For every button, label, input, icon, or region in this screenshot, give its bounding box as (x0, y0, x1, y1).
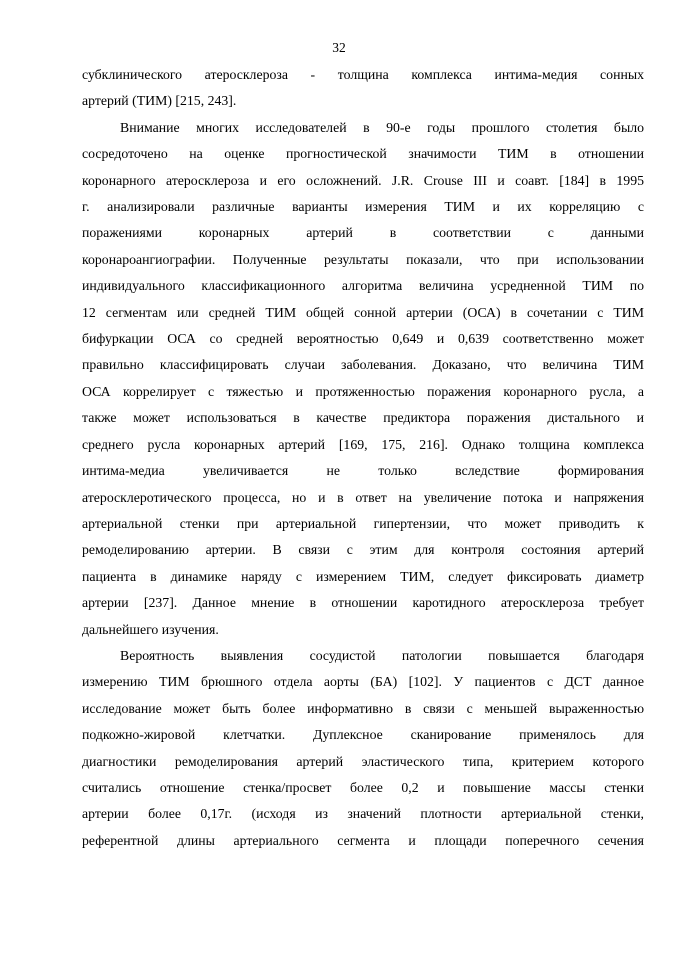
text-line: 12 сегментам или средней ТИМ общей сонной артерии (ОСА) в сочетании с ТИМ (82, 304, 644, 320)
text-line: считались отношение стенка/просвет более 0,2 и повышение массы стенки (82, 779, 644, 795)
text-line: артериальной стенки при артериальной гипертензии, что может приводить к (82, 515, 644, 531)
text-line: коронарного атеросклероза и его осложнений. J.R. Crouse III и соавт. [184] в 1995 (82, 172, 644, 188)
text-line: атеросклеротического процесса, но и в ответ на увеличение потока и напряжения (82, 489, 644, 505)
text-line: исследование может быть более информативно в связи с меньшей выраженностью (82, 700, 644, 716)
paragraph (82, 62, 644, 115)
text-line: также может использоваться в качестве предиктора поражения дистального и (82, 410, 644, 426)
text-line: подкожно-жировой клетчатки. Дуплексное сканирование применялось для (82, 727, 644, 743)
text-line: артерии [237]. Данное мнение в отношении каротидного атеросклероза требует (82, 595, 644, 611)
paragraph (82, 643, 644, 854)
text-line: артерии более 0,17г. (исходя из значений плотности артериальной стенки, (82, 806, 644, 822)
text-line: индивидуального классификационного алгоритма величина усредненной ТИМ по (82, 278, 644, 294)
text-line: ОСА коррелирует с тяжестью и протяженностью поражения коронарного русла, а (82, 383, 644, 399)
page-number: 32 (332, 40, 346, 55)
text-line: измерению ТИМ брюшного отдела аорты (БА) [102]. У пациентов с ДСТ данное (82, 674, 644, 690)
text-line: Вероятность выявления сосудистой патологии повышается благодаря (120, 647, 644, 663)
text-line: пациента в динамике наряду с измерением ТИМ, следует фиксировать диаметр (82, 568, 644, 584)
text-line: г. анализировали различные варианты измерения ТИМ и их корреляцию с (82, 199, 644, 215)
text-line: референтной длины артериального сегмента и площади поперечного сечения (82, 832, 644, 848)
text-line: Внимание многих исследователей в 90-е годы прошлого столетия было (120, 119, 644, 135)
text-line: артерий (ТИМ) [215, 243]. (82, 93, 237, 109)
text-line: сосредоточено на оценке прогностической значимости ТИМ в отношении (82, 146, 644, 162)
text-line: субклинического атеросклероза - толщина комплекса интима-медия сонных (82, 67, 644, 82)
document-body (82, 62, 644, 854)
text-line: ремоделированию артерии. В связи с этим для контроля состояния артерий (82, 542, 644, 558)
text-line: среднего русла коронарных артерий [169, 175, 216]. Однако толщина комплекса (82, 436, 644, 452)
text-line: бифуркации ОСА со средней вероятностью 0,649 и 0,639 соответственно может (82, 331, 644, 347)
paragraph (82, 115, 644, 643)
text-line: диагностики ремоделирования артерий эластического типа, критерием которого (82, 753, 644, 769)
text-line: интима-медиа увеличивается не только вследствие формирования (82, 463, 644, 479)
text-line: коронароангиографии. Полученные результаты показали, что при использовании (82, 251, 644, 267)
text-line: поражениями коронарных артерий в соответствии с данными (82, 225, 644, 241)
text-line: правильно классифицировать случаи заболевания. Доказано, что величина ТИМ (82, 357, 644, 373)
text-line: дальнейшего изучения. (82, 621, 219, 637)
